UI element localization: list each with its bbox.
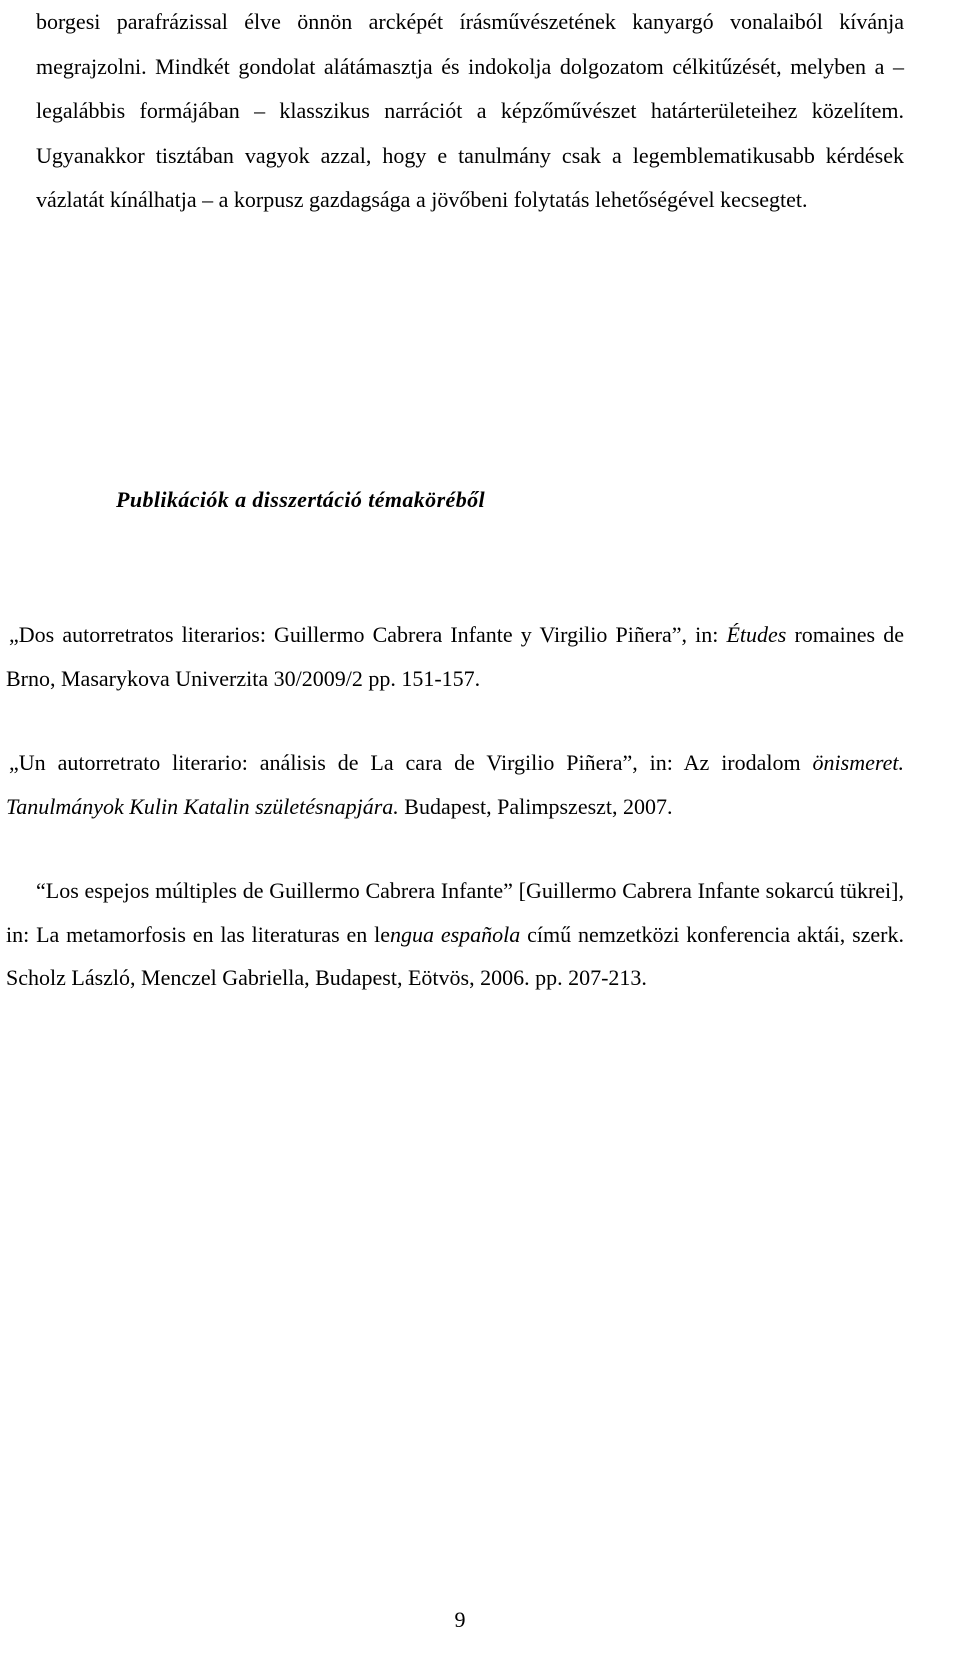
intro-paragraph: borgesi parafrázissal élve önnön arcképét írásművészetének kanyargó vonalaiból kívánja megrajzolni. Mindkét gondolat alátámasztja és indokolja dolgozatom célkitűzését, melyben a – legalábbis formájában – klasszikus narrációt a képzőművészet határterületeihez közelítem. Ugyanakkor tisztában vagyok azzal, hogy e tanulmány csak a legemblematikusabb kérdések vázlatát kínálhatja – a korpusz gazdagsága a jövőbeni folytatás lehetőségével kecsegtet. (36, 9, 904, 212)
publication-text: Budapest, Palimpszeszt, 2007. (398, 793, 673, 819)
publication-text: „Un autorretrato literario: análisis de La cara de Virgilio Piñera”, in: Az irodalom (9, 750, 813, 775)
publication-text: „Dos autorretratos literarios: Guillermo Cabrera Infante y Virgilio Piñera”, in: (9, 622, 727, 647)
publication-italic-text: önismeret. Tanulmányok Kulin Katalin születésnapjára. (6, 750, 904, 819)
publication-italic-text: Études (726, 622, 787, 647)
publication-entry (6, 869, 904, 1000)
publications-list (6, 613, 904, 1041)
publications-heading: Publikációk a disszertáció témaköréből (116, 487, 486, 512)
page-number: 9 (454, 1607, 466, 1632)
publication-entry (6, 613, 904, 700)
publication-text: “Los espejos múltiples de Guillermo Cabrera Infante” [Guillermo Cabrera Infante sokarcú tükrei], in: La metamorfosis en las literaturas en le (6, 878, 904, 947)
publication-italic-text: ngua española (390, 921, 521, 947)
publication-entry (6, 741, 904, 828)
publication-text: című nemzetközi konferencia aktái, szerk. Scholz László, Menczel Gabriella, Budapest, Eötvös, 2006. pp. 207-213. (6, 921, 904, 990)
publication-text: romaines de Brno, Masarykova Univerzita 30/2009/2 pp. 151-157. (6, 622, 905, 691)
